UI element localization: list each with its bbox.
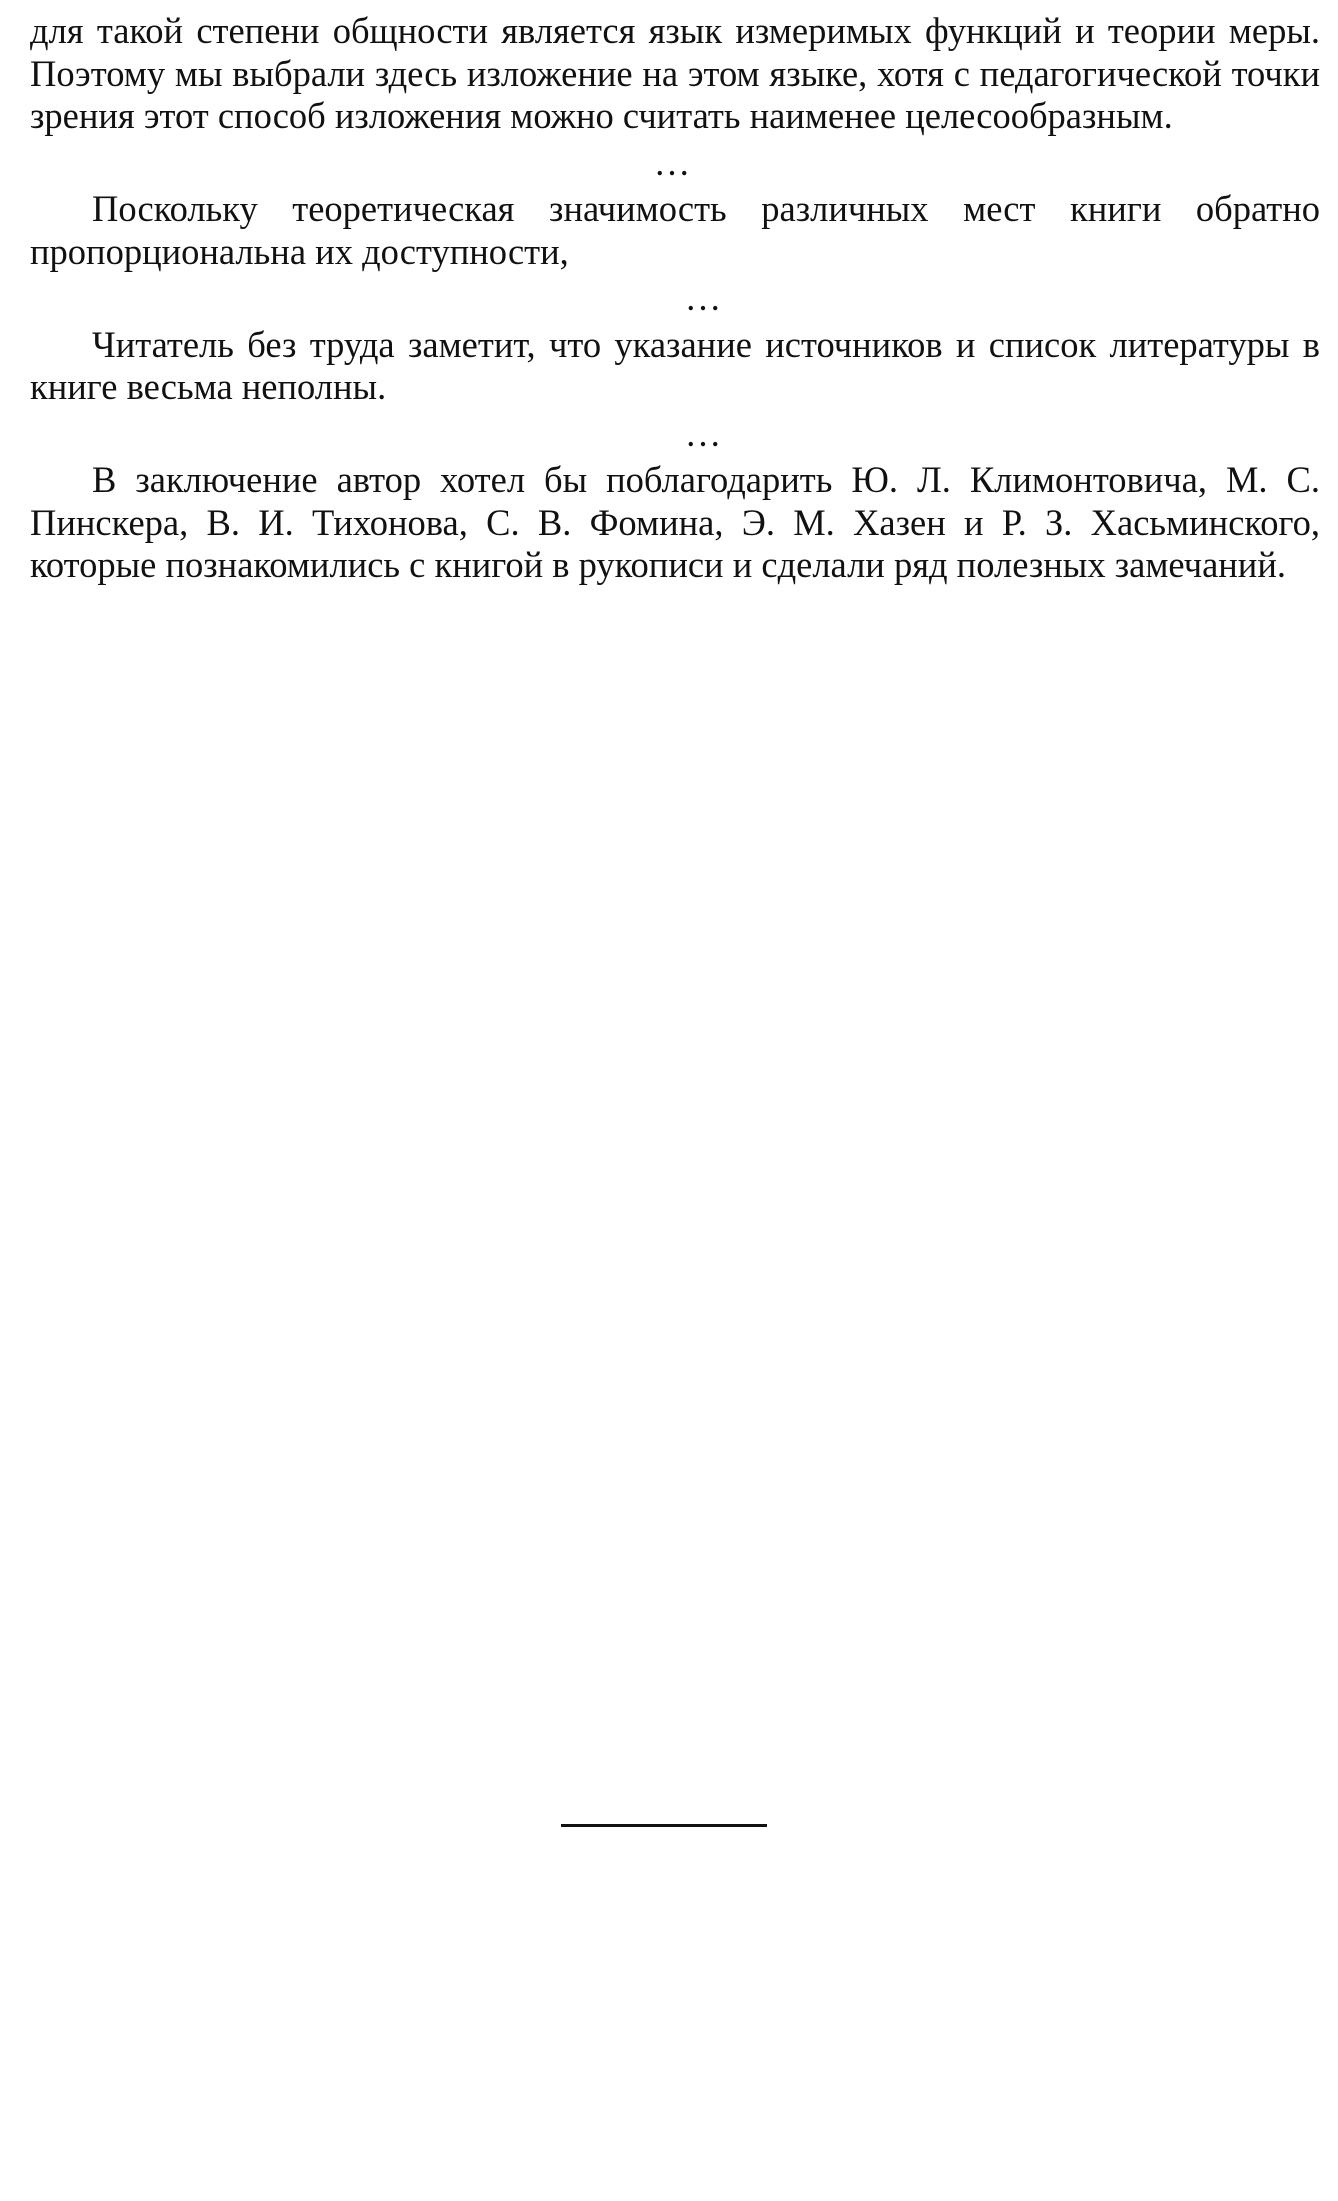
paragraph-1-continues: …	[653, 141, 697, 183]
paragraph-4-text: В заключение автор хотел бы поблагодарить Ю. Л. Климонтовича, М. С. Пинскера, В. И. Тихонова, С. В. Фомина, Э. М. Хазен и Р. З. Хасьминского, которые познакомились с книгой в рукописи и сделали ряд полезных замечаний.	[30, 459, 1320, 585]
end-divider-rule	[561, 1824, 767, 1827]
document-page	[30, 10, 1320, 587]
paragraph-4	[30, 459, 1320, 587]
paragraph-3-text: Читатель без труда заметит, что указание источников и список литературы в книге весьма неполны.	[30, 323, 1320, 407]
paragraph-1-text: для такой степени общности является язык измеримых функций и теории меры. Поэтому мы выбрали здесь изложение на этом языке, хотя с педагогической точки зрения этот способ изложения можно считать наименее целесообразным.	[30, 10, 1320, 136]
paragraph-3	[30, 324, 1320, 456]
paragraph-2-text: Поскольку теоретическая значимость различных мест книги обратно пропорциональна их доступности,	[30, 188, 1320, 272]
paragraph-1	[30, 10, 1320, 184]
paragraph-3-continues: …	[684, 412, 728, 454]
paragraph-2-continues: …	[684, 277, 728, 318]
paragraph-2	[30, 188, 1320, 320]
